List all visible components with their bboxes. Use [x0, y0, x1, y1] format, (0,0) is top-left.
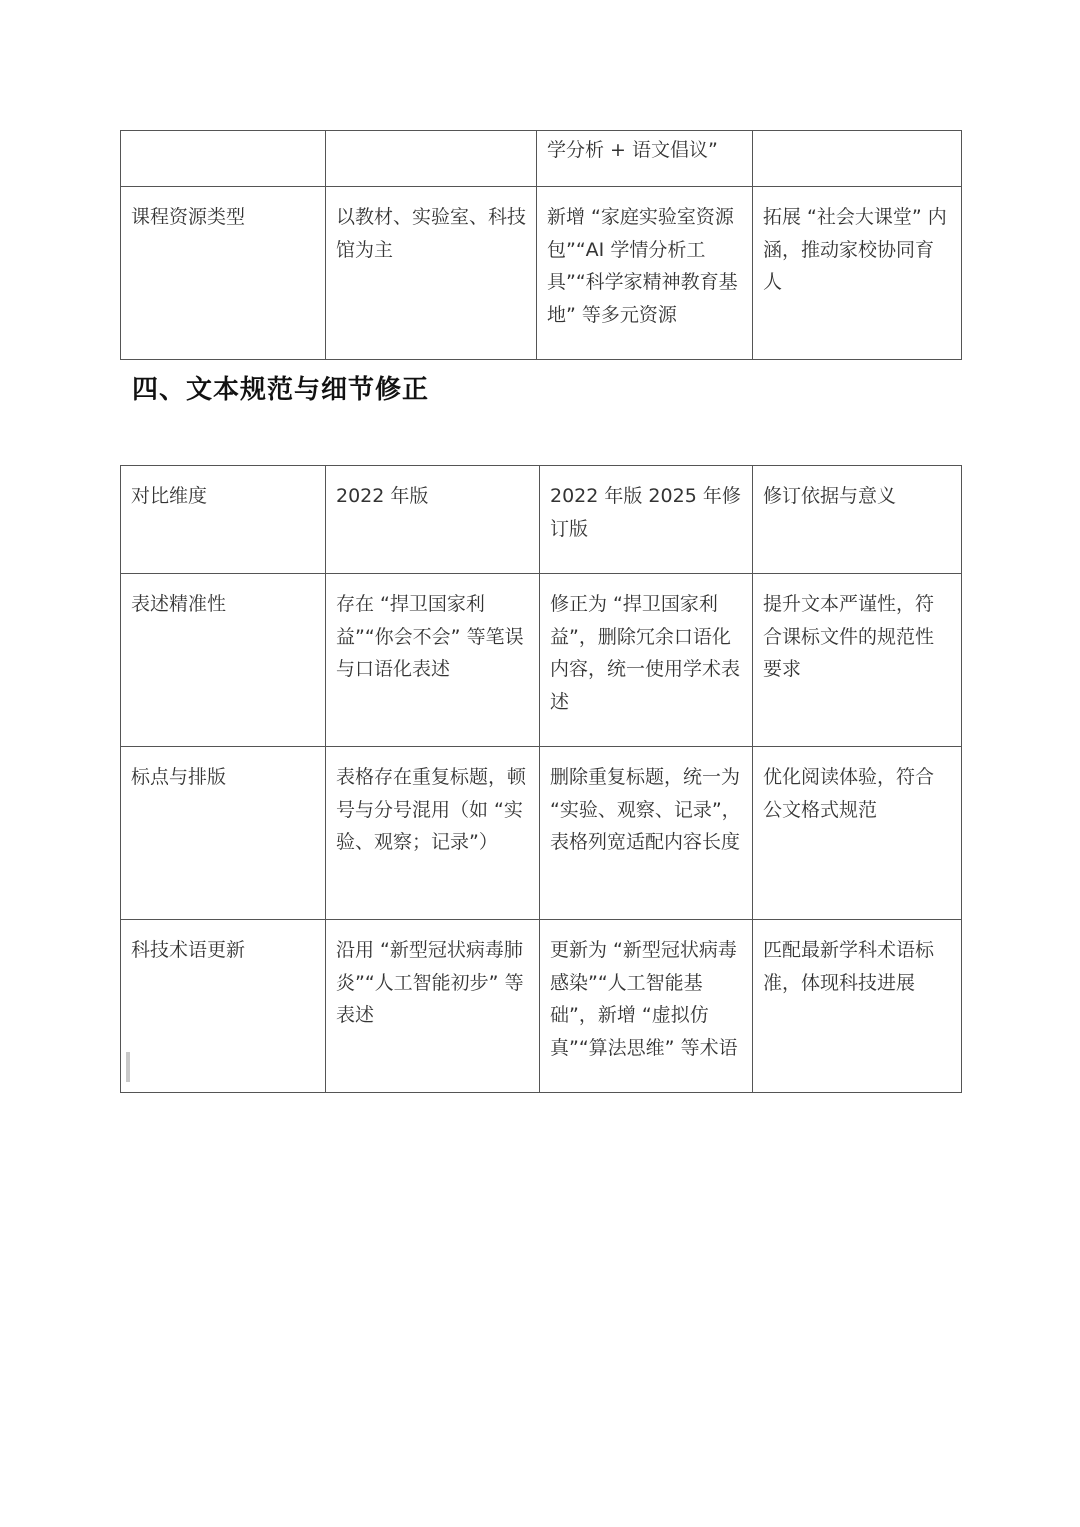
table-cell	[753, 131, 962, 187]
meaning-cell: 拓展 “社会大课堂” 内涵，推动家校协同育人	[753, 187, 962, 360]
v2022-cell: 存在 “捍卫国家利益”“你会不会” 等笔误与口语化表述	[326, 574, 540, 747]
v2025-cell: 修正为 “捍卫国家利益”，删除冗余口语化内容，统一使用学术表述	[540, 574, 753, 747]
dimension-cell: 课程资源类型	[121, 187, 326, 360]
table-row	[121, 187, 962, 360]
table-cell	[121, 131, 326, 187]
meaning-cell: 优化阅读体验，符合公文格式规范	[753, 747, 962, 920]
table-cell	[326, 131, 537, 187]
column-header: 2022 年版	[326, 466, 540, 574]
meaning-cell: 匹配最新学科术语标准，体现科技进展	[753, 920, 962, 1093]
dimension-cell: 科技术语更新	[121, 920, 326, 1093]
table-header-row	[121, 466, 962, 574]
dimension-cell: 标点与排版	[121, 747, 326, 920]
column-header: 2022 年版 2025 年修订版	[540, 466, 753, 574]
continued-comparison-table	[120, 130, 962, 360]
table-row	[121, 131, 962, 187]
v2025-cell: 更新为 “新型冠状病毒感染”“人工智能基础”，新增 “虚拟仿真”“算法思维” 等术语	[540, 920, 753, 1093]
v2025-cell: 新增 “家庭实验室资源包”“AI 学情分析工具”“科学家精神教育基地” 等多元资源	[537, 187, 753, 360]
section-heading: 四、文本规范与细节修正	[132, 375, 430, 405]
v2025-cell: 删除重复标题，统一为 “实验、观察、记录”，表格列宽适配内容长度	[540, 747, 753, 920]
v2022-cell: 以教材、实验室、科技馆为主	[326, 187, 537, 360]
column-header: 修订依据与意义	[753, 466, 962, 574]
dimension-cell: 表述精准性	[121, 574, 326, 747]
table-row	[121, 920, 962, 1093]
v2022-cell: 沿用 “新型冠状病毒肺炎”“人工智能初步” 等表述	[326, 920, 540, 1093]
text-revision-table	[120, 465, 962, 1093]
table-row	[121, 747, 962, 920]
column-header: 对比维度	[121, 466, 326, 574]
text-cursor-bar	[126, 1052, 130, 1082]
v2022-cell: 表格存在重复标题，顿号与分号混用（如 “实验、观察；记录”）	[326, 747, 540, 920]
meaning-cell: 提升文本严谨性，符合课标文件的规范性要求	[753, 574, 962, 747]
table-row	[121, 574, 962, 747]
table-cell: 学分析 + 语文倡议”	[537, 131, 753, 187]
